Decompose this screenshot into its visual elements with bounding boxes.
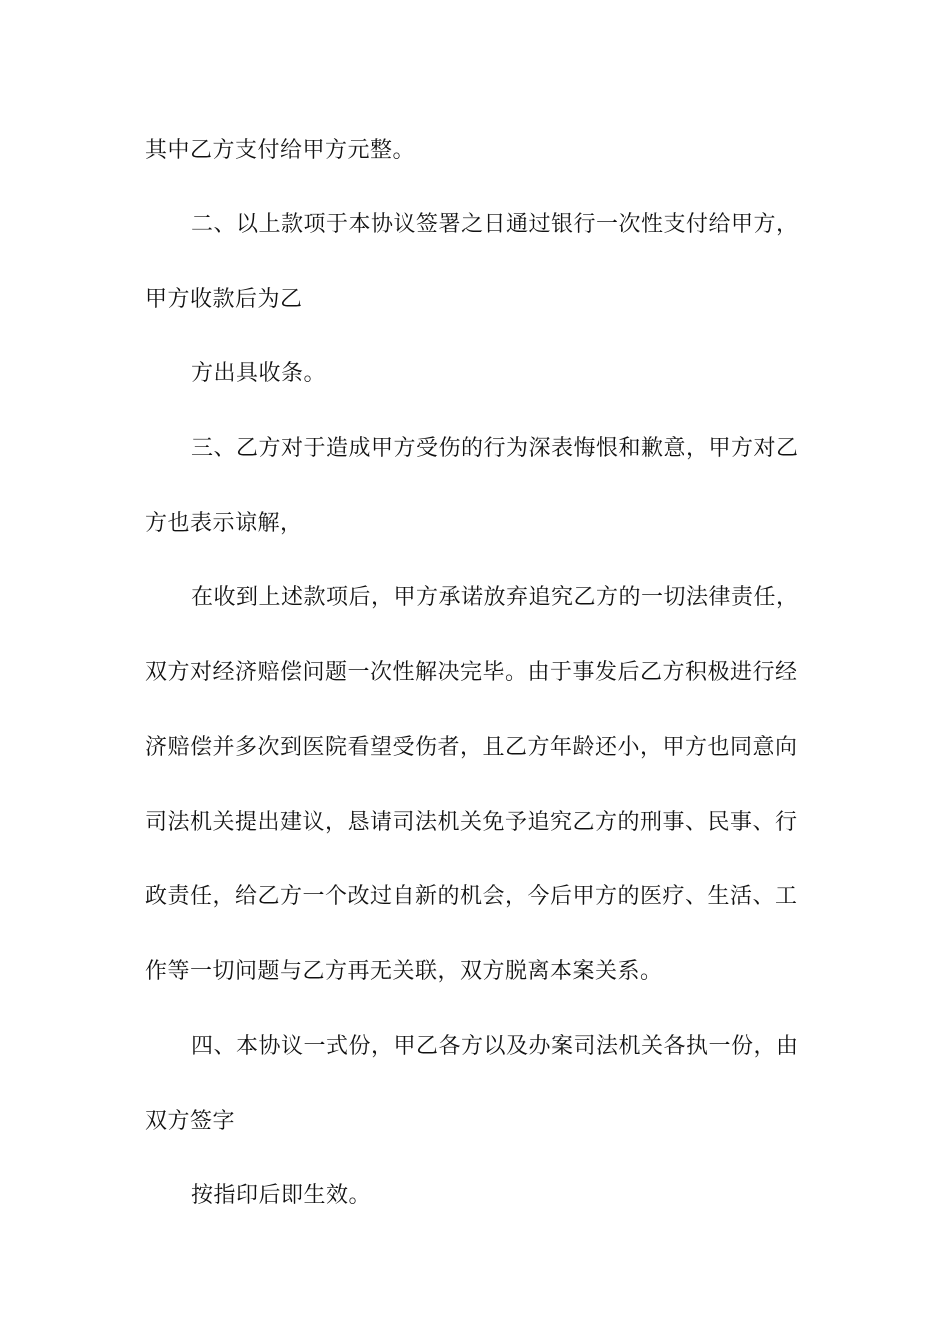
text-line: 作等一切问题与乙方再无关联，双方脱离本案关系。 — [145, 959, 663, 984]
text-line: 济赔偿并多次到医院看望受伤者，且乙方年龄还小，甲方也同意向 — [145, 735, 798, 760]
text-line: 四、本协议一式份，甲乙各方以及办案司法机关各执一份，由 — [191, 1034, 799, 1059]
text-line: 二、以上款项于本协议签署之日通过银行一次性支付给甲方， — [191, 212, 799, 237]
text-line: 在收到上述款项后，甲方承诺放弃追究乙方的一切法律责任， — [191, 585, 799, 610]
text-line: 双方对经济赔偿问题一次性解决完毕。由于事发后乙方积极进行经 — [145, 660, 798, 685]
text-line: 双方签字 — [145, 1109, 236, 1134]
text-line: 其中乙方支付给甲方元整。 — [145, 138, 416, 163]
text-line: 三、乙方对于造成甲方受伤的行为深表悔恨和歉意，甲方对乙 — [191, 436, 799, 461]
text-line: 政责任，给乙方一个改过自新的机会，今后甲方的医疗、生活、工 — [145, 884, 798, 909]
text-line: 司法机关提出建议，恳请司法机关免予追究乙方的刑事、民事、行 — [145, 810, 798, 835]
text-line: 甲方收款后为乙 — [145, 287, 303, 312]
text-line: 方出具收条。 — [191, 361, 327, 386]
text-line: 按指印后即生效。 — [191, 1183, 372, 1208]
text-line: 方也表示谅解， — [145, 511, 303, 536]
